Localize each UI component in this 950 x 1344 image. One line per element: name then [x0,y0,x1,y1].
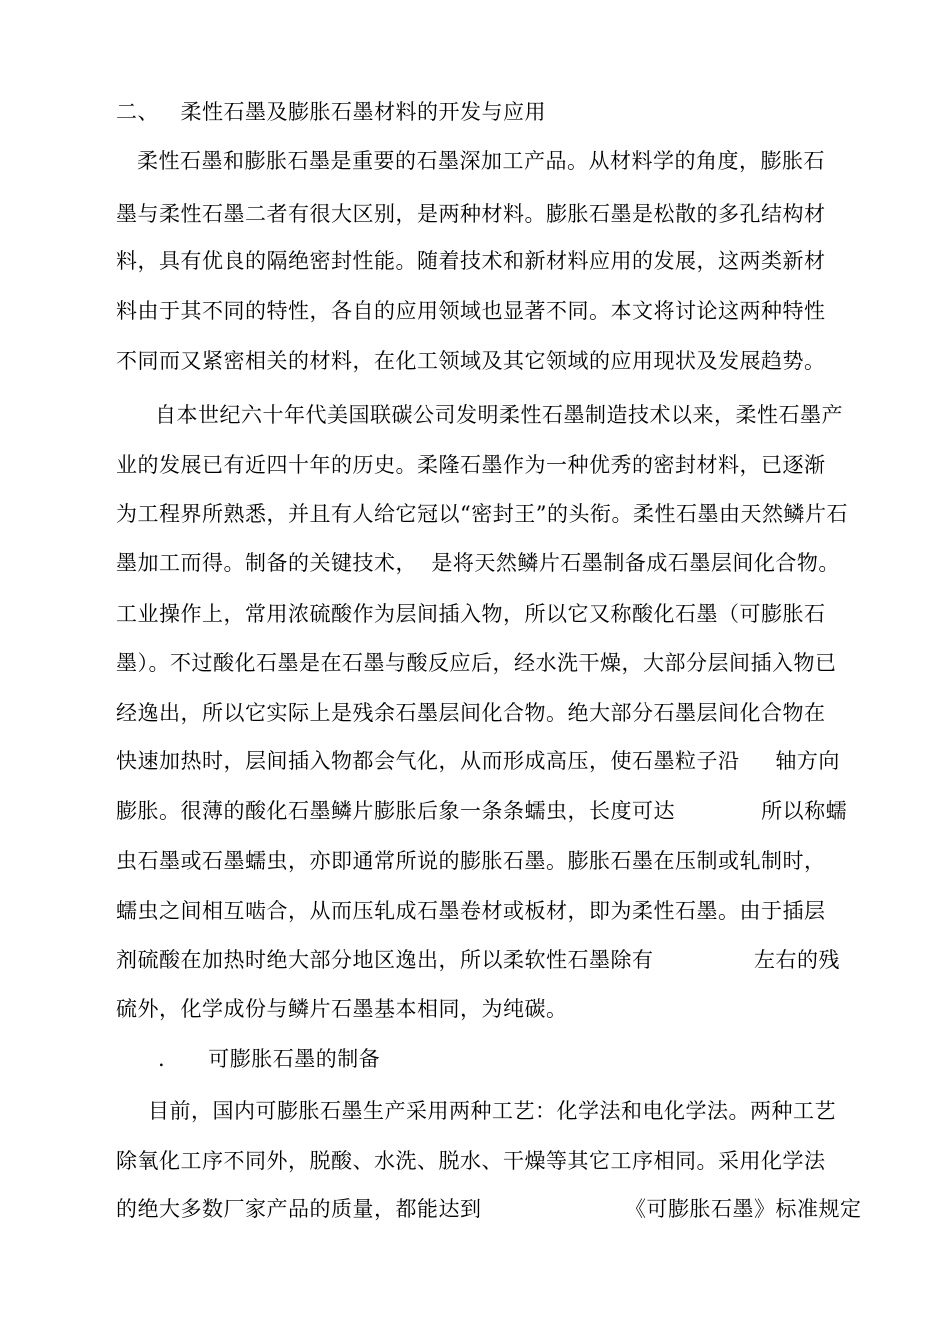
paragraph-1-line-3: 料，具有优良的隔绝密封性能。随着技术和新材料应用的发展，这两类新材 [116,249,826,273]
paragraph-2-line-13: 硫外，化学成份与鳞片石墨基本相同，为纯碳。 [116,997,568,1021]
paragraph-3-line-1: 目前，国内可膨胀石墨生产采用两种工艺：化学法和电化学法。两种工艺 [148,1099,836,1123]
paragraph-2-line-6: 墨）。不过酸化石墨是在石墨与酸反应后，经水洗干燥，大部分层间插入物已 [116,651,837,675]
paragraph-3-line-3: 的绝大多数厂家产品的质量，都能达到 《可膨胀石墨》标准规定 [116,1197,862,1221]
paragraph-2-line-4: 墨加工而得。制备的关键技术， 是将天然鳞片石墨制备成石墨层间化合物。 [116,551,840,575]
paragraph-1-line-5: 不同而又紧密相关的材料，在化工领域及其它领域的应用现状及发展趋势。 [116,349,826,373]
paragraph-1-line-4: 料由于其不同的特性，各自的应用领域也显著不同。本文将讨论这两种特性 [116,299,826,323]
subsection-heading: . 可膨胀石墨的制备 [158,1047,381,1071]
paragraph-2-line-1: 自本世纪六十年代美国联碳公司发明柔性石墨制造技术以来，柔性石墨产 [155,403,843,427]
paragraph-1-line-2: 墨与柔性石墨二者有很大区别，是两种材料。膨胀石墨是松散的多孔结构材 [116,202,826,226]
paragraph-2-line-8: 快速加热时，层间插入物都会气化，从而形成高压，使石墨粒子沿 轴方向 [116,749,840,773]
paragraph-2-line-9: 膨胀。很薄的酸化石墨鳞片膨胀后象一条条蠕虫，长度可达 所以称蠕 [116,799,848,823]
paragraph-2-line-3: 为工程界所熟悉，并且有人给它冠以“密封王”的头衔。柔性石墨由天然鳞片石 [116,502,848,526]
paragraph-2-line-12: 剂硫酸在加热时绝大部分地区逸出，所以柔软性石墨除有 左右的残 [116,948,840,972]
paragraph-2-line-2: 业的发展已有近四十年的历史。柔隆石墨作为一种优秀的密封材料，已逐渐 [116,453,826,477]
section-heading: 二、 柔性石墨及膨胀石墨材料的开发与应用 [116,100,547,124]
paragraph-2-line-5: 工业操作上，常用浓硫酸作为层间插入物，所以它又称酸化石墨（可膨胀石 [116,602,826,626]
paragraph-2-line-7: 经逸出，所以它实际上是残余石墨层间化合物。绝大部分石墨层间化合物在 [116,701,826,725]
paragraph-1-line-1: 柔性石墨和膨胀石墨是重要的石墨深加工产品。从材料学的角度，膨胀石 [137,149,825,173]
paragraph-3-line-2: 除氧化工序不同外，脱酸、水洗、脱水、干燥等其它工序相同。采用化学法 [116,1149,826,1173]
paragraph-2-line-11: 蠕虫之间相互啮合，从而压轧成石墨卷材或板材，即为柔性石墨。由于插层 [116,899,826,923]
paragraph-2-line-10: 虫石墨或石墨蠕虫，亦即通常所说的膨胀石墨。膨胀石墨在压制或轧制时， [116,849,826,873]
